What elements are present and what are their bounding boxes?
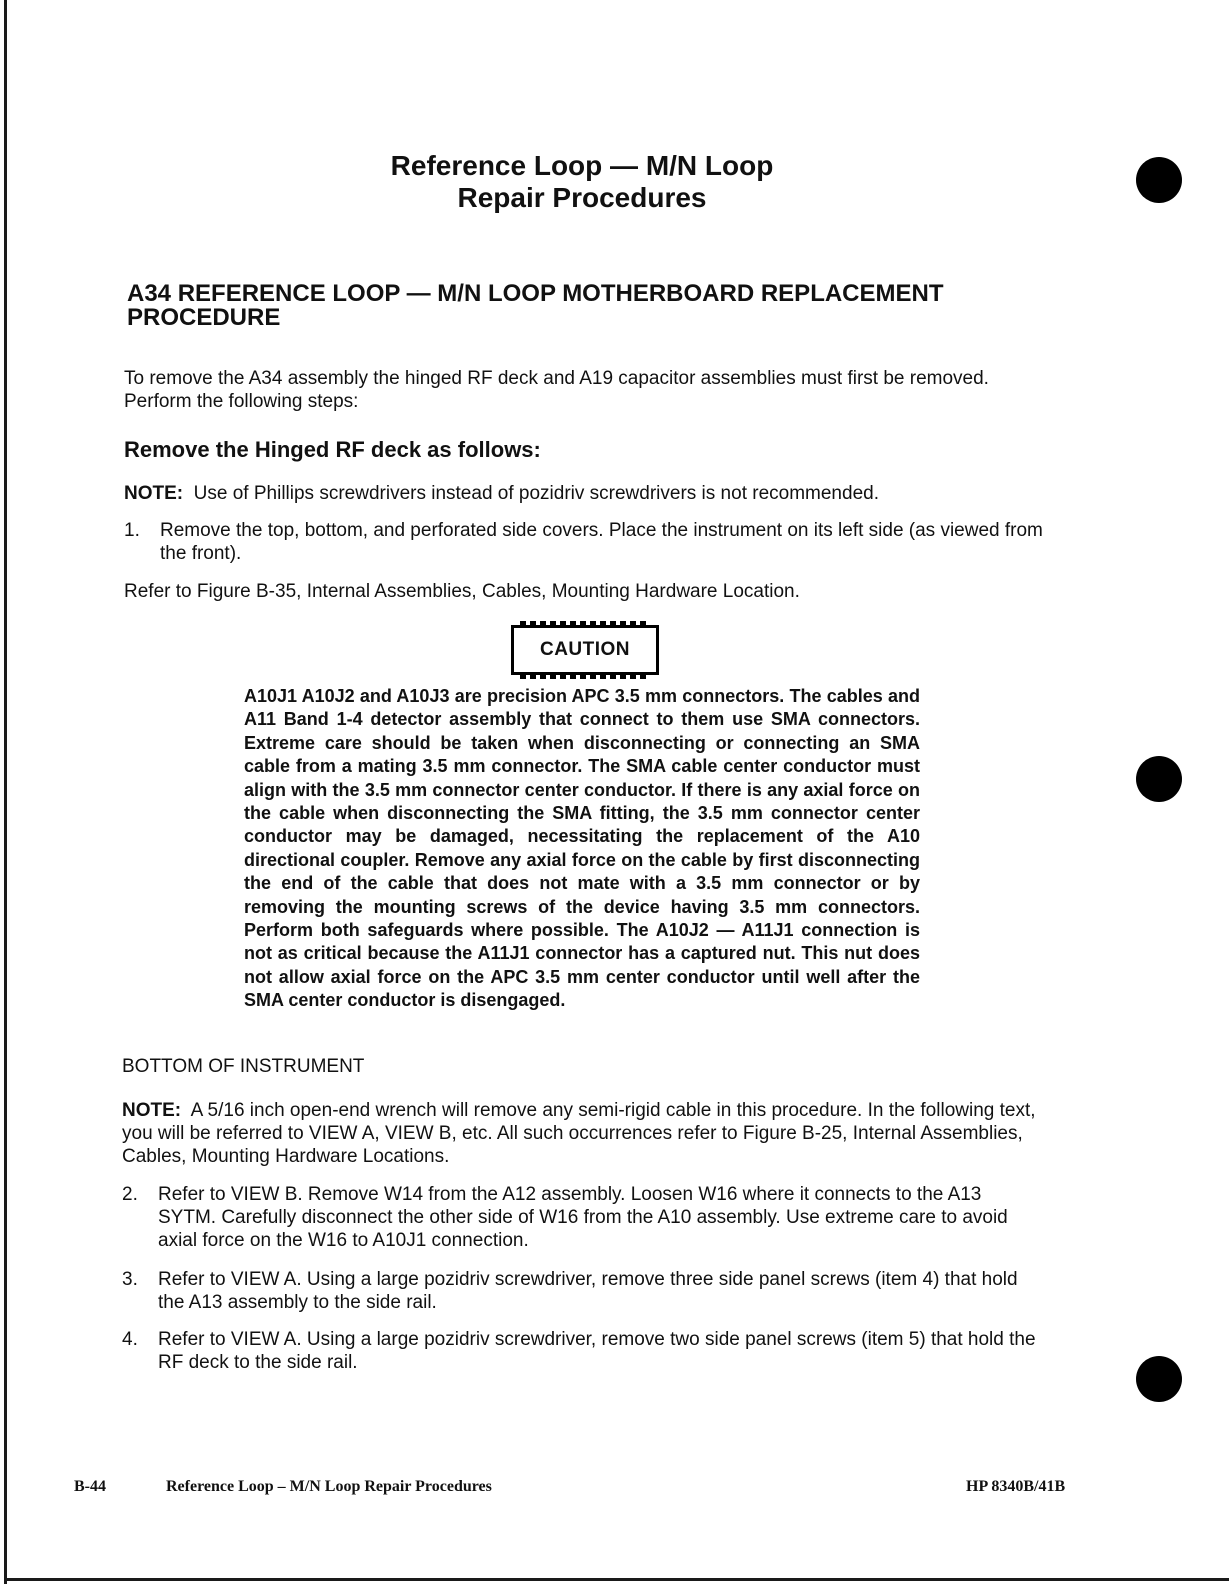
- caution-text: A10J1 A10J2 and A10J3 are precision APC 3.5 mm connectors. The cables and A11 Band 1-4 detector assembly that connect to them use SMA connectors. Extreme care should be taken when disconnecting or connecting an SMA cable from a mating 3.5 mm connector. The SMA cable center conductor must align with the 3.5 mm connector center conductor. If there is any axial force on the cable when disconnecting the SMA fitting, the 3.5 mm connector center conductor may be damaged, necessitating the replacement of the A10 directional coupler. Remove any axial force on the cable by first disconnecting the end of the cable that does not mate with a 3.5 mm connector or by removing the mounting screws of the device having 3.5 mm connectors. Perform both safeguards where possible. The A10J2 — A11J1 connection is not as critical because the A11J1 connector has a captured nut. This nut does not allow axial force on the APC 3.5 mm center conductor until well after the SMA center conductor is disengaged.: [244, 686, 920, 1011]
- left-margin-rule: [4, 0, 7, 1584]
- bottom-margin-rule: [4, 1578, 1229, 1581]
- binder-hole-icon: [1136, 1356, 1182, 1402]
- step-3: [122, 1268, 1042, 1314]
- page-title-line2: Repair Procedures: [457, 182, 707, 213]
- page-title-line1: Reference Loop — M/N Loop: [390, 150, 774, 181]
- step-text: Remove the top, bottom, and perforated side covers. Place the instrument on its left side (as viewed from the front).: [160, 520, 1043, 564]
- step-text: Refer to VIEW A. Using a large pozidriv screwdriver, remove two side panel screws (item 5) that hold the RF deck to the side rail.: [158, 1329, 1036, 1373]
- footer-model: HP 8340B/41B: [966, 1478, 1066, 1495]
- intro-paragraph: To remove the A34 assembly the hinged RF deck and A19 capacitor assemblies must first be removed. Perform the following steps:: [124, 368, 989, 412]
- step-2: [122, 1183, 1042, 1252]
- figure-reference: Refer to Figure B-35, Internal Assemblies, Cables, Mounting Hardware Location.: [124, 581, 800, 602]
- caution-label: CAUTION: [539, 639, 631, 660]
- page-title: [0, 150, 1164, 214]
- binder-hole-icon: [1136, 756, 1182, 802]
- note-text: A 5/16 inch open-end wrench will remove any semi-rigid cable in this procedure. In the following text, you will be referred to VIEW A, VIEW B, etc. All such occurrences refer to Figure B-25, Internal Assemblies, Cables, Mounting Hardware Locations.: [122, 1100, 1036, 1167]
- caution-banner: [511, 625, 659, 675]
- note-text: Use of Phillips screwdrivers instead of pozidriv screwdrivers is not recommended.: [193, 483, 879, 504]
- footer-section-title: Reference Loop – M/N Loop Repair Procedures: [166, 1478, 492, 1495]
- note-wrench: [122, 1099, 1042, 1168]
- step-number: 1.: [124, 520, 140, 541]
- bottom-of-instrument-label: BOTTOM OF INSTRUMENT: [122, 1056, 365, 1077]
- note-label: NOTE:: [122, 1100, 182, 1121]
- step-1: [124, 519, 1044, 565]
- subheading: Remove the Hinged RF deck as follows:: [124, 437, 541, 462]
- step-number: 4.: [122, 1329, 138, 1350]
- note-label: NOTE:: [124, 483, 184, 504]
- note-recommendation: [124, 482, 1044, 505]
- footer-page-number: B-44: [74, 1478, 106, 1495]
- step-number: 3.: [122, 1269, 138, 1290]
- step-number: 2.: [122, 1184, 138, 1205]
- step-text: Refer to VIEW A. Using a large pozidriv screwdriver, remove three side panel screws (item 4) that hold the A13 assembly to the side rail.: [158, 1269, 1018, 1313]
- step-4: [122, 1328, 1042, 1374]
- section-heading: A34 REFERENCE LOOP — M/N LOOP MOTHERBOARD REPLACEMENT PROCEDURE: [127, 280, 944, 331]
- step-text: Refer to VIEW B. Remove W14 from the A12 assembly. Loosen W16 where it connects to the A13 SYTM. Carefully disconnect the other side of W16 from the A10 assembly. Use extreme care to avoid axial force on the W16 to A10J1 connection.: [158, 1184, 1008, 1251]
